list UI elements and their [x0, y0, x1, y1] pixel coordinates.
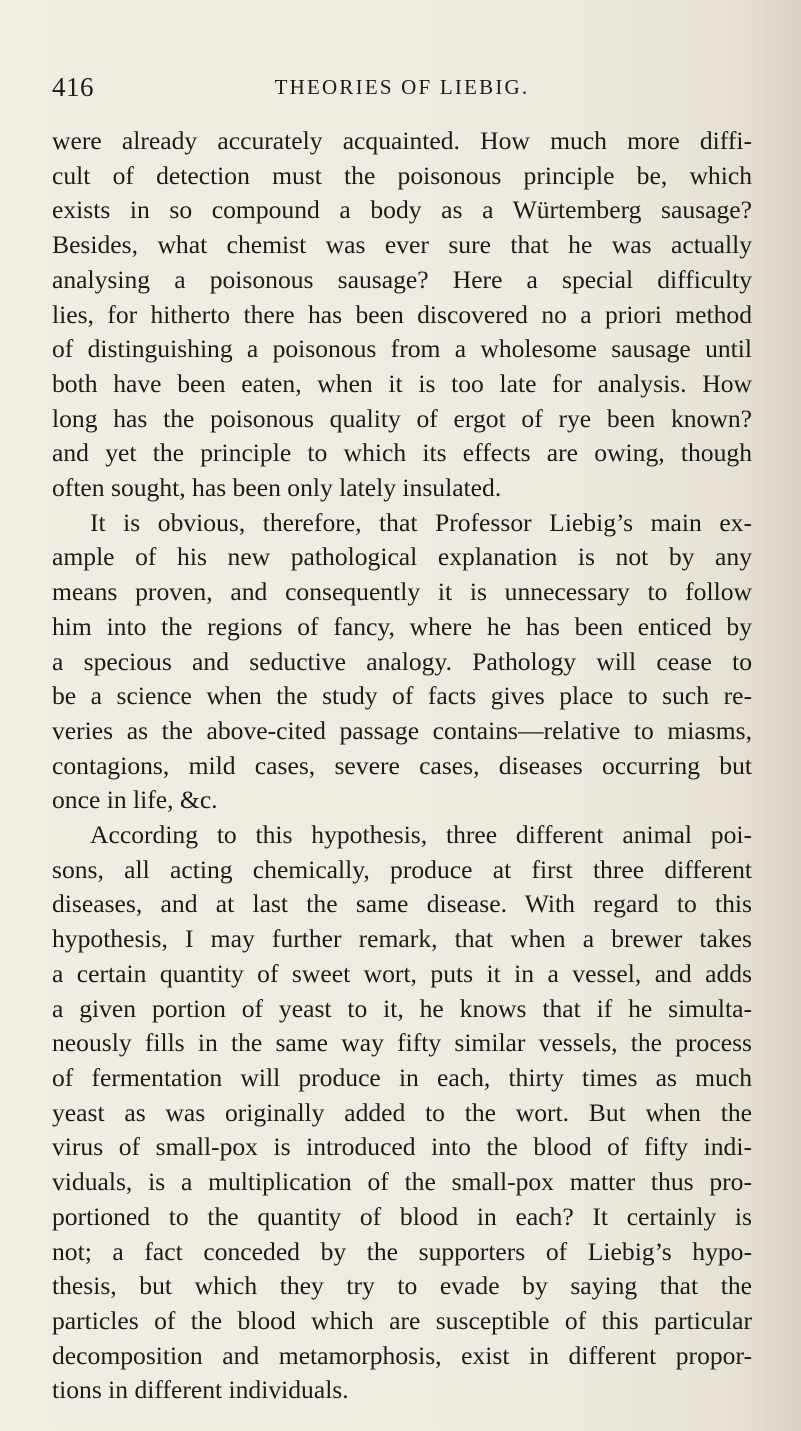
- text-line: It is obvious, therefore, that Professor Liebig’s main ex-: [90, 507, 752, 537]
- text-line: once in life, &c.: [52, 785, 218, 815]
- text-line: of fermentation will produce in each, thirty times as much: [52, 1062, 752, 1092]
- text-line: a certain quantity of sweet wort, puts it in a vessel, and adds: [52, 958, 752, 988]
- text-line: means proven, and consequently it is unnecessary to follow: [52, 577, 752, 607]
- text-line: exists in so compound a body as a Würtemberg sausage?: [52, 195, 752, 225]
- text-line: cult of detection must the poisonous principle be, which: [52, 160, 752, 190]
- text-line: particles of the blood which are susceptible of this particular: [52, 1305, 752, 1335]
- page-header: [52, 72, 752, 112]
- paragraph-2: [52, 506, 752, 818]
- text-line: contagions, mild cases, severe cases, diseases occurring but: [52, 750, 752, 780]
- text-line: him into the regions of fancy, where he has been enticed by: [52, 611, 752, 641]
- text-line: neously fills in the same way fifty similar vessels, the process: [52, 1028, 752, 1058]
- text-line: tions in different individuals.: [52, 1375, 349, 1405]
- text-line: lies, for hitherto there has been discovered no a priori method: [52, 299, 752, 329]
- paragraph-1: [52, 124, 752, 506]
- text-line: thesis, but which they try to evade by saying that the: [52, 1271, 752, 1301]
- text-line: both have been eaten, when it is too late for analysis. How: [52, 368, 752, 398]
- text-line: diseases, and at last the same disease. With regard to this: [52, 889, 752, 919]
- text-line: and yet the principle to which its effects are owing, though: [52, 438, 752, 468]
- text-line: veries as the above-cited passage contains—relative to miasms,: [52, 715, 752, 745]
- text-line: be a science when the study of facts gives place to such re-: [52, 681, 752, 711]
- text-line: not; a fact conceded by the supporters of Liebig’s hypo-: [52, 1236, 752, 1266]
- page-number: 416: [52, 72, 94, 102]
- text-line: virus of small-pox is introduced into the blood of fifty indi-: [52, 1132, 752, 1162]
- text-line: decomposition and metamorphosis, exist in different propor-: [52, 1340, 752, 1370]
- running-head: THEORIES OF LIEBIG.: [274, 75, 530, 99]
- page-body: [52, 124, 752, 1408]
- text-line: hypothesis, I may further remark, that when a brewer takes: [52, 924, 752, 954]
- text-line: a specious and seductive analogy. Pathology will cease to: [52, 646, 752, 676]
- text-line: were already accurately acquainted. How much more diffi-: [52, 126, 752, 155]
- paragraph-3: [52, 818, 752, 1408]
- text-line: viduals, is a multiplication of the small-pox matter thus pro-: [52, 1167, 752, 1197]
- text-line: sons, all acting chemically, produce at first three different: [52, 854, 752, 884]
- text-line: analysing a poisonous sausage? Here a special difficulty: [52, 264, 752, 294]
- text-line: yeast as was originally added to the wort. But when the: [52, 1097, 752, 1127]
- text-line: Besides, what chemist was ever sure that he was actually: [52, 230, 752, 260]
- text-line: According to this hypothesis, three different animal poi-: [90, 820, 752, 850]
- text-line: ample of his new pathological explanation is not by any: [52, 542, 752, 572]
- text-line: a given portion of yeast to it, he knows that if he simulta-: [52, 993, 752, 1023]
- text-line: often sought, has been only lately insulated.: [52, 473, 502, 503]
- text-line: portioned to the quantity of blood in each? It certainly is: [52, 1201, 752, 1231]
- text-line: long has the poisonous quality of ergot of rye been known?: [52, 403, 752, 433]
- text-line: of distinguishing a poisonous from a wholesome sausage until: [52, 334, 752, 364]
